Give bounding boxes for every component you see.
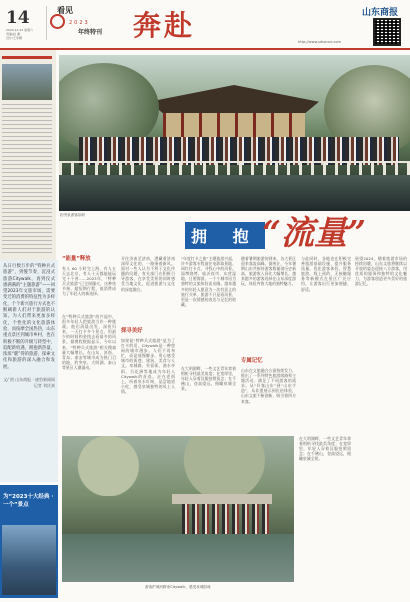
body-col3b: 在大明湖畔，一些文艺青年拿着相机寻找最美角度；在宽厚里，年轻人穿着汉服拍照留念；在千佛山，登高望远，俯瞰泉城全景。 [181, 366, 236, 392]
logo-circle-icon [50, 14, 65, 29]
body-col2b: 如果说“特种兵式旅游”是为了打卡的话，Citywalk是一种悠闲的城市漫步。人们不再匆忙，而是放慢脚步，用心感受城市的街巷、建筑、美食与人文。泉城路、芙蓉街、曲水亭街、百花洲等地成为年轻人Citywalk的首选。走在老街上，听着泉水叮咚，品尝地道小吃，感受泉城独特的风土人情。 [121, 338, 175, 394]
lower-photo-bridge [172, 494, 272, 504]
banner-prefix [185, 222, 265, 249]
main-photo [59, 55, 410, 211]
lower-photo-water [62, 534, 294, 582]
pavilion-body [163, 113, 305, 137]
lower-photo-people [182, 504, 272, 534]
sidebar-byline: 文/ 图 山东商报 · 速豹新闻网 记者 刘庆真 [3, 377, 55, 388]
body-col5b: 在大明湖畔，一些文艺青年拿着相机寻找最美角度；在宽厚里，年轻人穿着汉服拍照留念；在千佛山，登高望远，俯瞰泉城全景。 [299, 436, 351, 462]
ad-photo [2, 525, 56, 595]
spring-water [59, 175, 410, 211]
page-meta [6, 28, 44, 40]
header-rule [0, 48, 410, 50]
section-title-explore: 探寻美好 [121, 328, 143, 334]
body-col1a: 有人 60 小时完上海，有人五天去北京，有人十天都能能玩完十个省……2023年，“特种兵式旅游”已全网爆火，这种快节奏、超短期行程、低消费成为了年轻人的新选择。 [62, 266, 116, 297]
section-title-energy: “能量”释放 [62, 256, 91, 262]
logo-year: 2023 [69, 20, 90, 26]
page-editor: 责编/赵 渊 [6, 32, 20, 36]
photo-caption-bottom: 游客护城河畔来Citywalk，感受泉城韵味 [145, 585, 211, 589]
lower-photo [62, 436, 294, 582]
ad-banner-text: 为“2023十大经典 · 一个”景点 [3, 494, 54, 508]
qr-code-icon [373, 18, 401, 46]
pavilion-roof [149, 85, 319, 113]
sidebar-thumbnail [0, 50, 56, 260]
body-col4b: 山东在文旅融合方面持续发力，推出了一系列特色旅游线路和主题活动，满足了不同游客的需求。从“好客山东”到“山东手造”，从非遗展示到民俗体验，山东文旅不断创新，吸引着四方来客。 [241, 368, 296, 404]
sidebar-quote: 从日行数万步的“特种兵式旅游”，到慢节奏、沉浸式旅游Citywalk，再到仪式感满满的“主题旅游”——回望2023年文旅市场，需要变迁的消费的特征性为多样化，个个新兴旅行方式也不断刷新人们对于旅游的认知。为人们带来更加多样化，个性化的文化旅游体验，而按摩全国热热，山东重点景区到城市乡村，也在积极不断的升级与转型中，追配新机遇，拥抱新热量，浓浓“暖”得的旅游，探索文化和旅游的深入融合和发展。 [3, 264, 55, 370]
body-col4a: 随着暑期旅游的到来，各大景区迎来客流高峰。据统计，今年暑期山东共接待游客数量创历史新高，旅游收入同比大幅增长。越来越多的游客选择在山东深度游玩，体验齐鲁大地的独特魅力。 [241, 256, 296, 287]
railing [59, 161, 410, 175]
page-date: 2023.12.23 星期六 [6, 28, 34, 32]
body-col2a: 开往济南至济南，潜藏着济南深厚文化的，一路乘着新风。面对一些人认为不利于文化传播的问题，有关部门在积极引导游客，在享受美景的同时感受当地文化，促进旅游与文化的深度融合。 [121, 256, 175, 292]
header-divider [46, 6, 47, 40]
page-designer: 设计/王李娜 [6, 36, 23, 40]
body-col1b: 在“特种兵式旅游”的兴起中，很多年轻人把旅游当作一种挑战。他们清晨出发、深夜归来，一天打卡多个景点，用最少的时间和金钱去看最多的风景。据携程数据显示，今年以来，“特种兵式旅游”相关搜索量大幅增长。在山东，济南、青岛、泰安等城市成为热门目的地，趵突泉、大明湖、泰山等景区人潮涌动。 [62, 314, 116, 370]
section-title: 奔赴 [133, 9, 196, 42]
banner-main: “流量” [262, 213, 366, 252]
body-col6a: 展望2024，随着旅游市场的持续回暖，山东文旅将继续以开放的姿态迎接八方游客，用优质的服务和独特的文化魅力，为游客创造更多美好的旅游记忆。 [355, 256, 407, 287]
site-url: http://www.sdsecoe.com [298, 40, 341, 44]
section-title-memory: 专属记忆 [241, 358, 263, 364]
body-col3a: “年度打卡之旅”主题旅游兴起，许多游客专程前往电影取景地、网红打卡点，寻找心中的风景。淄博烧烤、临沂夜市、东营湿地、日照海滨，一个个城市因为独特的文旅体验而出圈。越来越多的年轻人愿意为一次有意义的旅行买单，旅游不只是看风景，更是一次情感的表达与记忆的收藏。 [181, 256, 236, 307]
logo-subtitle: 年终特刊 [78, 29, 103, 36]
sidebar-ad [0, 485, 58, 598]
page-number: 14 [6, 8, 30, 28]
sidebar-quote-box [0, 260, 58, 482]
banner-prefix-text: 拥 抱 [185, 222, 265, 249]
brand-name: 山东商报 [362, 8, 399, 18]
body-col5a: 与此同时，各地也在积极完善旅游基础设施，提升服务质量，优化游客体验。智慧旅游、线上预约、无接触服务等新模式在景区广泛应用，让游客出行更加便捷、舒适。 [301, 256, 351, 292]
logo-top: 看见 [57, 6, 73, 15]
photo-caption-top: 趵突泉游客如织 [60, 213, 86, 217]
lower-photo-trees [62, 436, 294, 496]
